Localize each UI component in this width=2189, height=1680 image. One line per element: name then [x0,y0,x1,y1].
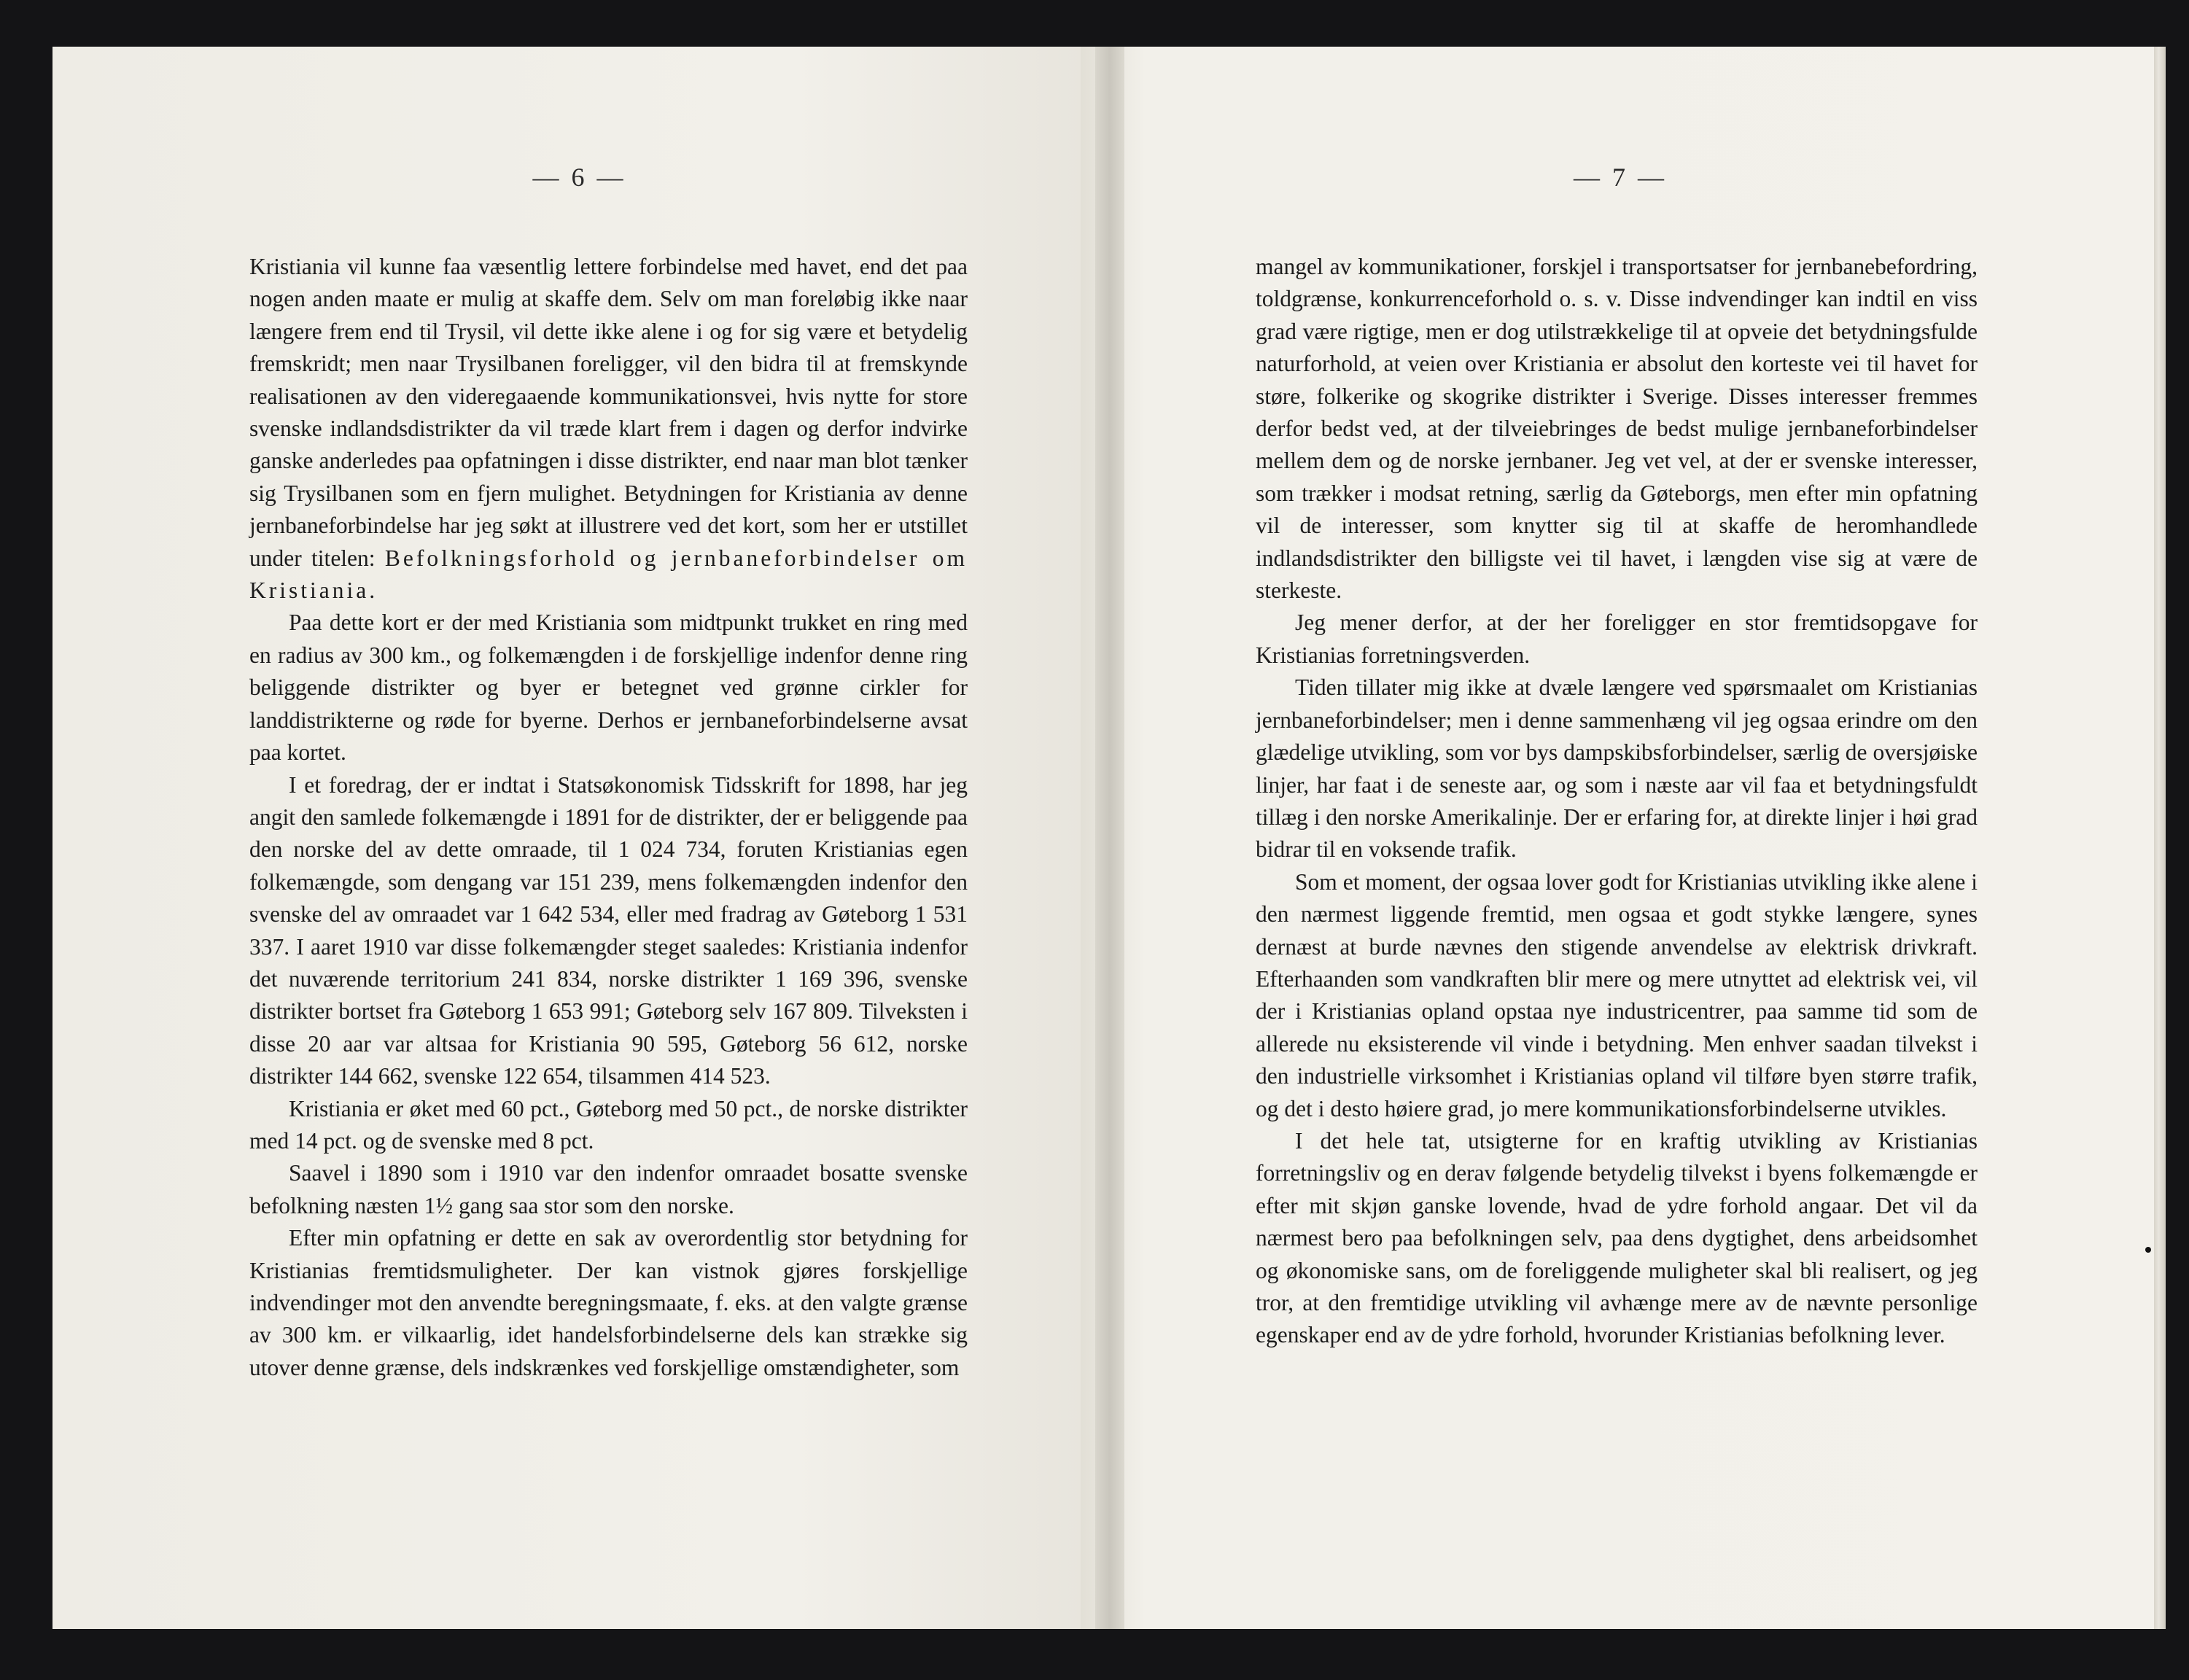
paragraph: I det hele tat, utsigterne for en kraftig utvikling av Kristianias forretningsliv og en derav følgende betydelig tilvekst i byens folkemængde er efter mit skjøn ganske lovende, hvad de ydre forhold angaar. Det vil da nærmest bero paa befolkningen selv, paa dens dygtighet, dens arbeidsomhet og økonomiske sans, om de foreliggende muligheter skal bli realisert, og jeg tror, at den fremtidige utvikling vil avhænge mere av de nævnte personlige egenskaper end av de ydre forhold, hvorunder Kristianias befolkning lever. [1256,1127,1978,1348]
page-number-right: — 7 — [1574,163,1667,192]
paragraph: Efter min opfatning er dette en sak av overordentlig stor betydning for Kristianias fremtidsmuligheter. Der kan vistnok gjøres forskjellige indvendinger mot den anvendte beregningsmaate, f. eks. at den valgte grænse av 300 km. er vilkaarlig, idet handelsforbindelserne dels kan strække sig utover denne grænse, dels indskrænkes ved forskjellige omstændigheter, som [249,1225,968,1380]
paragraph: Tiden tillater mig ikke at dvæle længere ved spørsmaalet om Kristianias jernbaneforbindelser; men i denne sammenhæng vil jeg ogsaa erindre om den glædelige utvikling, som vor bys dampskibsforbindelser, særlig de oversjøiske linjer, har faat i de seneste aar, og som i næste aar vil faa et betydningsfuldt tillæg i den norske Amerikalinje. Der er erfaring for, at direkte linjer i høi grad bidrar til en voksende trafik. [1256,674,1978,863]
paragraph: Jeg mener derfor, at der her foreligger en stor fremtidsopgave for Kristianias forretningsverden. [1256,610,1978,668]
paragraph: Kristiania vil kunne faa væsentlig lettere forbindelse med havet, end det paa nogen anden maate er mulig at skaffe dem. Selv om man foreløbig ikke naar længere frem end til Trysil, vil dette ikke alene i og for sig være et betydelig fremskridt; men naar Trysilbanen foreligger, vil den bidra til at fremskynde realisationen av den videregaaende kommunikationsvei, hvis nytte for store svenske indlandsdistrikter da vil træde klart frem i dagen og derfor indvirke ganske anderledes paa opfatningen i disse distrikter, end naar man blot tænker sig Trysilbanen som en fjern mulighet. Betydningen for Kristiania av denne jernbaneforbindelse har jeg søkt at illustrere ved det kort, som her er utstillet under titelen: Befolkningsforhold og jernbaneforbindelser om Kristiania. [249,254,968,604]
paragraph: Saavel i 1890 som i 1910 var den indenfor omraadet bosatte svenske befolkning næsten 1½ gang saa stor som den norske. [249,1160,968,1218]
paragraph: Paa dette kort er der med Kristiania som midtpunkt trukket en ring med en radius av 300 km., og folkemængden i de forskjellige indenfor denne ring beliggende distrikter og byer er betegnet ved grønne cirkler for landdistrikterne og røde for byerne. Derhos er jernbaneforbindelserne avsat paa kortet. [249,610,968,766]
book-spread [45,47,2160,1629]
paragraph: Som et moment, der ogsaa lover godt for Kristianias utvikling ikke alene i den nærmest liggende fremtid, men ogsaa et godt stykke længere, synes dernæst at burde nævnes den stigende anvendelse av elektrisk drivkraft. Efterhaanden som vandkraften blir mere og mere utnyttet ad elektrisk vei, vil der i Kristianias opland opstaa nye industricentrer, paa samme tid som de allerede nu eksisterende vil vinde i betydning. Men enhver saadan tilvekst i den industrielle virksomhet i Kristianias opland vil tilføre byen større trafik, og det i desto høiere grad, jo mere kommunikationsforbindelserne utvikles. [1256,868,1978,1121]
book-gutter [1095,47,1124,1629]
right-page-text [1256,251,1978,1352]
right-page [1081,47,2160,1629]
left-page [53,47,1106,1629]
left-page-text [249,251,968,1384]
map-title: Befolkningsforhold og jernbaneforbindelser om Kristiania. [249,545,968,604]
ink-dot [2145,1247,2151,1253]
paragraph: mangel av kommunikationer, forskjel i transportsatser for jernbanebefordring, toldgrænse, konkurrenceforhold o. s. v. Disse indvendinger kan indtil en viss grad være rigtige, men er dog utilstrækkelige til at opveie det betydningsfulde naturforhold, at veien over Kristiania er absolut den korteste vei til havet for støre, folkerike og skogrike distrikter i Sverige. Disses interesser fremmes derfor bedst ved, at der tilveiebringes de bedst mulige jernbaneforbindelser mellem dem og de norske jernbaner. Jeg vet vel, at der er svenske interesser, som trækker i modsat retning, særlig da Gøteborgs, men efter min opfatning vil de interesser, som knytter sig til at skaffe de heromhandlede indlandsdistrikter den billigste vei til havet, i længden vise sig at være de sterkeste. [1256,254,1978,604]
page-number-left: — 6 — [532,163,626,192]
page-edge-stack [2154,47,2166,1629]
paragraph: I et foredrag, der er indtat i Statsøkonomisk Tidsskrift for 1898, har jeg angit den samlede folkemængde i 1891 for de distrikter, der er beliggende paa den norske del av dette omraade, til 1 024 734, foruten Kristianias egen folkemængde, som dengang var 151 239, mens folkemængden indenfor den svenske del av omraadet var 1 642 534, eller med fradrag av Gøteborg 1 531 337. I aaret 1910 var disse folkemængder steget saaledes: Kristiania indenfor det nuværende territorium 241 834, norske distrikter 1 169 396, svenske distrikter bortset fra Gøteborg 1 653 991; Gøteborg selv 167 809. Tilveksten i disse 20 aar var altsaa for Kristiania 90 595, Gøteborg 56 612, norske distrikter 144 662, svenske 122 654, tilsammen 414 523. [249,771,968,1089]
paragraph: Kristiania er øket med 60 pct., Gøteborg med 50 pct., de norske distrikter med 14 pct. og de svenske med 8 pct. [249,1095,968,1154]
